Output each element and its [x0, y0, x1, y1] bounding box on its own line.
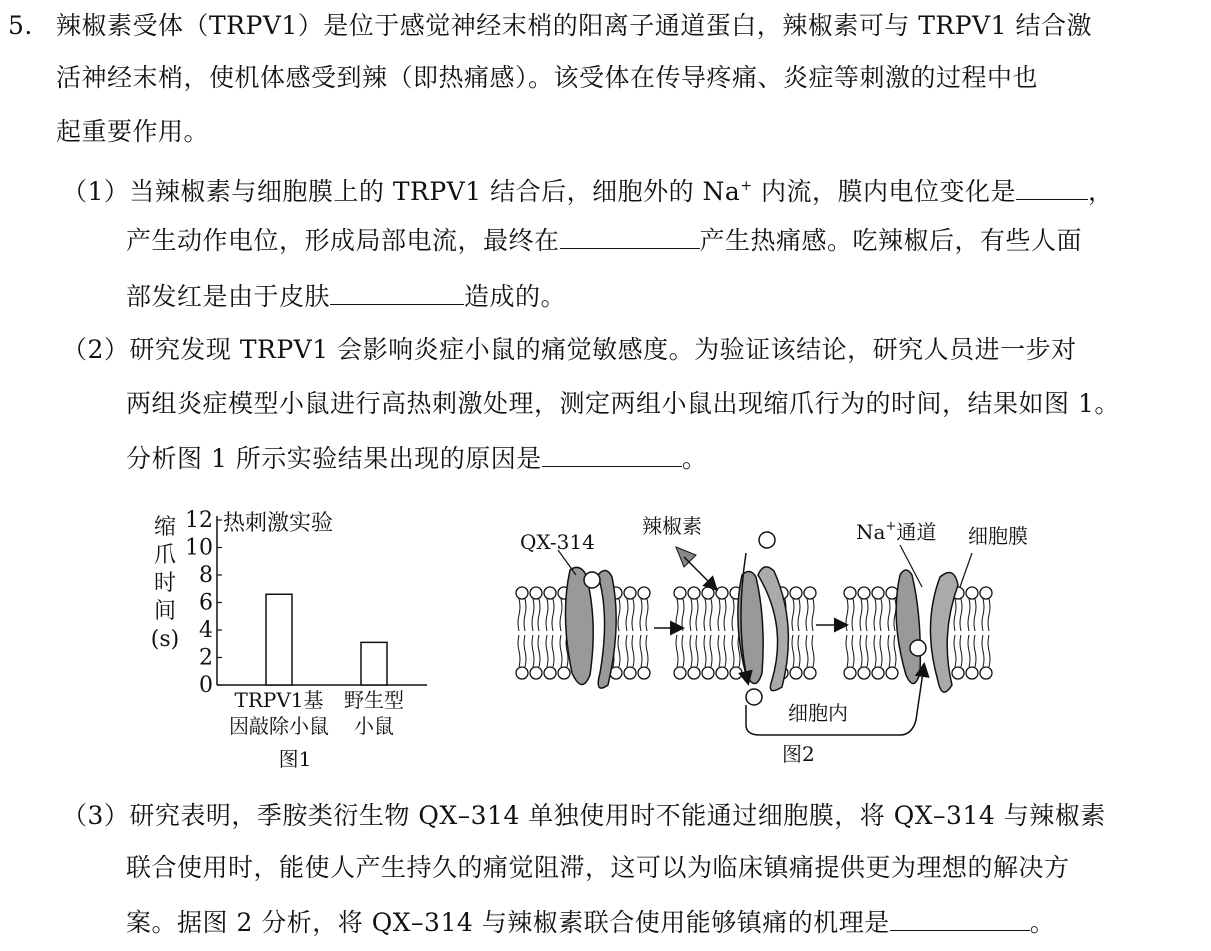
phospholipid-head	[804, 587, 816, 599]
phospholipid-head	[544, 667, 556, 679]
lipid-tail	[704, 599, 706, 631]
qx314-molecule-3	[746, 689, 762, 705]
phospholipid-head	[886, 667, 898, 679]
phospholipid-head	[688, 587, 700, 599]
lipid-tail	[718, 635, 720, 667]
phospholipid-head	[674, 587, 686, 599]
part3-line-1: （3）研究表明，季胺类衍生物 QX–314 单独使用时不能通过细胞膜，将 QX–314 与辣椒素	[62, 801, 1106, 830]
qx314-molecule-1	[584, 572, 600, 588]
bar-2	[361, 642, 387, 685]
lipid-tail	[724, 599, 726, 631]
category-label: 小鼠	[354, 714, 394, 738]
part1-text-d: 产生动作电位，形成局部电流，最终在	[126, 226, 560, 255]
lipid-tail	[732, 599, 734, 631]
lipid-tail	[618, 635, 620, 667]
lipid-tail	[798, 635, 800, 667]
phospholipid-head	[516, 667, 528, 679]
phospholipid-head	[952, 667, 964, 679]
answer-blank-1[interactable]	[1016, 175, 1088, 200]
phospholipid-head	[702, 587, 714, 599]
phospholipid-head	[674, 667, 686, 679]
phospholipid-head	[716, 587, 728, 599]
y-label-char: 间	[153, 599, 177, 624]
label-membrane: 细胞膜	[968, 524, 1028, 548]
lipid-tail	[880, 599, 882, 631]
y-tick-label: 10	[185, 535, 213, 561]
lipid-tail	[874, 635, 876, 667]
lipid-tail	[704, 635, 706, 667]
lipid-tail	[888, 599, 890, 631]
part1-text-f: 部发红是由于皮肤	[126, 282, 331, 311]
lipid-tail	[960, 635, 962, 667]
phospholipid-head	[638, 587, 650, 599]
lipid-tail	[988, 599, 990, 631]
lipid-tail	[974, 599, 976, 631]
part3-text-a: 案。据图 2 分析，将 QX–314 与辣椒素联合使用能够镇痛的机理是	[126, 908, 890, 937]
lipid-tail	[682, 599, 684, 631]
part1-line-2	[126, 224, 1082, 257]
part1-text-b: 内流，膜内电位变化是	[752, 177, 1016, 206]
lipid-tail	[552, 599, 554, 631]
lipid-tail	[846, 599, 848, 631]
lipid-tail	[560, 635, 562, 667]
label-qx314: QX-314	[520, 530, 595, 554]
label-na-channel: Na+通道	[856, 519, 937, 544]
lipid-tail	[954, 599, 956, 631]
lipid-tail	[532, 599, 534, 631]
part3-line-2: 联合使用时，能使人产生持久的痛觉阻滞，这可以为临床镇痛提供更为理想的解决方	[126, 853, 1070, 882]
lipid-tail	[724, 635, 726, 667]
lipid-tail	[894, 635, 896, 667]
phospholipid-head	[624, 667, 636, 679]
lipid-tail	[546, 599, 548, 631]
intro-line-3: 起重要作用。	[56, 117, 210, 146]
phospholipid-head	[844, 587, 856, 599]
phospholipid-head	[688, 667, 700, 679]
part3-line-3	[126, 906, 1055, 939]
y-tick-label: 6	[199, 590, 213, 616]
qx314-molecule-2	[759, 532, 775, 548]
lipid-tail	[812, 635, 814, 667]
lipid-tail	[852, 599, 854, 631]
lipid-tail	[792, 599, 794, 631]
lipid-tail	[718, 599, 720, 631]
y-axis-label	[151, 515, 179, 652]
y-tick-label: 12	[185, 508, 213, 533]
lipid-tail	[626, 599, 628, 631]
lipid-tail	[988, 635, 990, 667]
lipid-tail	[676, 635, 678, 667]
sodium-superscript: +	[740, 178, 753, 194]
part1-text-c: ，	[1088, 177, 1114, 206]
lipid-tail	[524, 599, 526, 631]
part1-text-g: 造成的。	[464, 282, 567, 311]
lipid-tail	[846, 635, 848, 667]
part1-text-e: 产生热痛感。吃辣椒后，有些人面	[699, 226, 1083, 255]
lipid-tail	[880, 635, 882, 667]
lipid-tail	[960, 599, 962, 631]
lipid-tail	[538, 599, 540, 631]
chart-title: 热刺激实验	[223, 511, 334, 536]
phospholipid-head	[980, 667, 992, 679]
lipid-tail	[982, 635, 984, 667]
figure-1-bar-chart	[145, 500, 445, 780]
phospholipid-head	[872, 667, 884, 679]
qx314-molecule-4	[910, 640, 926, 656]
lipid-tail	[690, 635, 692, 667]
phospholipid-head	[544, 587, 556, 599]
part2-line-3	[126, 442, 707, 475]
y-tick-label: 0	[199, 673, 213, 698]
y-tick-label: 2	[199, 645, 213, 671]
phospholipid-head	[858, 587, 870, 599]
phospholipid-head	[790, 587, 802, 599]
part3-text-b: 。	[1029, 908, 1056, 937]
chart-bars	[266, 594, 387, 685]
question-number: 5.	[8, 11, 33, 40]
part1-text-a: （1）当辣椒素与细胞膜上的 TRPV1 结合后，细胞外的 Na	[62, 177, 741, 206]
part2-line-2: 两组炎症模型小鼠进行高热刺激处理，测定两组小鼠出现缩爪行为的时间，结果如图 1。	[126, 389, 1120, 418]
lipid-tail	[798, 599, 800, 631]
figure-1-caption: 图1	[278, 747, 312, 771]
phospholipid-head	[702, 667, 714, 679]
y-label-char: 时	[153, 571, 177, 596]
phospholipid-head	[790, 667, 802, 679]
lipid-tail	[538, 635, 540, 667]
phospholipid-head	[530, 667, 542, 679]
y-tick-label: 8	[199, 563, 213, 588]
lipid-tail	[806, 635, 808, 667]
lipid-tail	[710, 599, 712, 631]
lipid-tail	[690, 599, 692, 631]
intro-line-2: 活神经末梢，使机体感受到辣（即热痛感）。该受体在传导疼痛、炎症等刺激的过程中也	[56, 63, 1039, 92]
category-labels	[229, 688, 404, 738]
lipid-tail	[696, 599, 698, 631]
phospholipid-head	[966, 587, 978, 599]
bar-1	[266, 594, 292, 685]
phospholipid-head	[872, 587, 884, 599]
part2-text-b: 。	[681, 444, 708, 473]
answer-blank-4[interactable]	[542, 442, 682, 467]
lipid-tail	[866, 635, 868, 667]
phospholipid-head	[638, 667, 650, 679]
lipid-tail	[640, 635, 642, 667]
lipid-tail	[618, 599, 620, 631]
answer-blank-2[interactable]	[560, 224, 700, 249]
capsaicin-arrow	[684, 557, 716, 589]
lipid-tail	[860, 599, 862, 631]
figure-2-diagram	[510, 505, 1050, 770]
lipid-tail	[874, 599, 876, 631]
phospholipid-head	[966, 667, 978, 679]
phospholipid-head	[558, 667, 570, 679]
lipid-tail	[852, 635, 854, 667]
y-label-char: 缩	[153, 515, 177, 540]
phospholipid-head	[804, 667, 816, 679]
lipid-tail	[812, 599, 814, 631]
part2-line-1: （2）研究发现 TRPV1 会影响炎症小鼠的痛觉敏感度。为验证该结论，研究人员进一步对	[62, 335, 1077, 364]
lipid-tail	[632, 599, 634, 631]
phospholipid-head	[730, 667, 742, 679]
answer-blank-3[interactable]	[330, 280, 464, 305]
lipid-tail	[560, 599, 562, 631]
lipid-tail	[646, 635, 648, 667]
capsaicin-molecule	[676, 547, 696, 567]
phospholipid-head	[530, 587, 542, 599]
lipid-tail	[546, 635, 548, 667]
channel-protein-3-open	[896, 570, 958, 692]
chart-axes	[185, 508, 427, 698]
lipid-tail	[866, 599, 868, 631]
lipid-tail	[974, 635, 976, 667]
lipid-tail	[640, 599, 642, 631]
intro-line-1: 辣椒素受体（TRPV1）是位于感觉神经末梢的阳离子通道蛋白，辣椒素可与 TRPV1 结合激	[56, 11, 1092, 40]
phospholipid-head	[980, 587, 992, 599]
category-label: 因敲除小鼠	[229, 714, 329, 738]
lipid-tail	[552, 635, 554, 667]
lipid-tail	[710, 635, 712, 667]
part2-text-a: 分析图 1 所示实验结果出现的原因是	[126, 444, 542, 473]
lipid-tail	[792, 635, 794, 667]
phospholipid-head	[624, 587, 636, 599]
y-label-char: 爪	[153, 543, 177, 568]
lipid-tail	[982, 599, 984, 631]
y-tick-label: 4	[199, 618, 213, 643]
lipid-tail	[968, 599, 970, 631]
membrane-pointer	[960, 553, 972, 587]
y-label-char: (s)	[150, 627, 180, 652]
lipid-tail	[732, 635, 734, 667]
lipid-tail	[626, 635, 628, 667]
category-label: TRPV1基	[234, 688, 324, 712]
phospholipid-head	[858, 667, 870, 679]
lipid-tail	[676, 599, 678, 631]
part1-line-1	[62, 170, 1114, 208]
phospholipid-head	[516, 587, 528, 599]
lipid-tail	[888, 635, 890, 667]
label-capsaicin: 辣椒素	[642, 514, 702, 538]
part1-line-3	[126, 280, 566, 313]
lipid-tail	[682, 635, 684, 667]
lipid-tail	[968, 635, 970, 667]
label-intracellular: 细胞内	[788, 701, 848, 725]
lipid-tail	[632, 635, 634, 667]
lipid-tail	[646, 599, 648, 631]
phospholipid-head	[844, 667, 856, 679]
phospholipid-head	[716, 667, 728, 679]
lipid-tail	[806, 599, 808, 631]
lipid-tail	[954, 635, 956, 667]
lipid-tail	[524, 635, 526, 667]
answer-blank-5[interactable]	[890, 906, 1030, 931]
lipid-tail	[696, 635, 698, 667]
category-label: 野生型	[344, 688, 404, 712]
lipid-tail	[518, 599, 520, 631]
lipid-tail	[532, 635, 534, 667]
lipid-tail	[518, 635, 520, 667]
lipid-tail	[860, 635, 862, 667]
figure-2-caption: 图2	[782, 742, 815, 766]
